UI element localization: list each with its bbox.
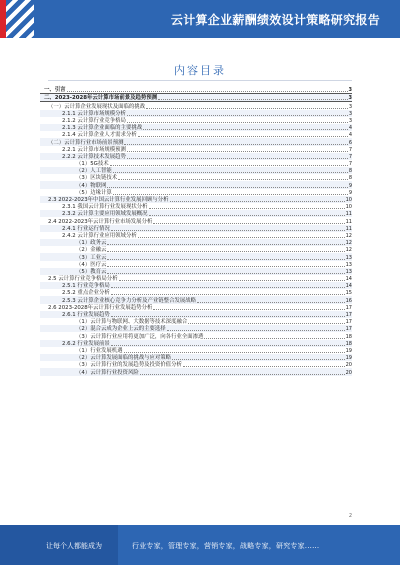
toc-entry-page: 12 (345, 247, 352, 254)
toc-entry[interactable] (40, 282, 352, 289)
toc-leader-dots (138, 136, 348, 137)
toc-entry[interactable] (40, 181, 352, 188)
toc-leader-dots (167, 330, 345, 331)
toc-entry-label: 2.6 2023-2028年云计算行业发展趋势分析 (48, 304, 153, 311)
toc-divider (48, 80, 352, 81)
toc-entry[interactable] (40, 232, 352, 239)
toc-entry-label: （1）政务云 (76, 240, 107, 247)
toc-leader-dots (158, 99, 347, 100)
toc-entry-page: 3 (348, 117, 352, 124)
toc-leader-dots (188, 323, 344, 324)
toc-entry-page: 3 (348, 103, 352, 110)
toc-entry-label: （2）云计算发展面临的挑战与应对策略 (76, 355, 172, 362)
toc-leader-dots (204, 338, 344, 339)
toc-entry-page: 3 (348, 87, 352, 94)
toc-entry-label: 2.4.2 云计算行业应用领域分析 (62, 232, 137, 239)
report-footer (0, 525, 400, 565)
toc-leader-dots (107, 273, 344, 274)
toc-leader-dots (127, 122, 348, 123)
toc-entry[interactable] (40, 325, 352, 332)
toc-entry-page: 11 (345, 225, 352, 232)
toc-leader-dots (146, 108, 348, 109)
toc-entry[interactable] (40, 289, 352, 296)
toc-entry-label: （4）云计算行业投资风险 (76, 369, 139, 376)
toc-entry-page: 20 (345, 362, 352, 369)
toc-leader-dots (111, 345, 345, 346)
toc-leader-dots (119, 280, 345, 281)
toc-entry[interactable] (40, 246, 352, 253)
toc-leader-dots (107, 187, 347, 188)
toc-entry-label: （1）5G技术 (76, 161, 109, 168)
toc-entry-label: 2.5.2 重点企业分析 (62, 290, 110, 297)
toc-entry-page: 14 (345, 283, 352, 290)
toc-entry-page: 11 (345, 211, 352, 218)
toc-entry[interactable] (40, 210, 352, 217)
toc-entry[interactable] (40, 296, 352, 303)
toc-leader-dots (111, 287, 345, 288)
toc-entry[interactable] (40, 167, 352, 174)
toc-entry-label: 2.3.2 云计算主要应用领域发展概况 (62, 211, 148, 218)
footer-tagline: 行业专家，管理专家，营销专家，战略专家，研究专家...... (132, 542, 320, 550)
toc-leader-dots (153, 309, 344, 310)
toc-leader-dots (124, 352, 345, 353)
toc-entry-page: 8 (348, 175, 352, 182)
toc-entry[interactable] (40, 160, 352, 167)
toc-entry[interactable] (40, 332, 352, 339)
toc-leader-dots (197, 302, 345, 303)
toc-leader-dots (138, 237, 345, 238)
toc-entry-page: 19 (345, 355, 352, 362)
toc-entry-page: 17 (345, 304, 352, 311)
toc-entry-page: 10 (345, 204, 352, 211)
toc-entry-page: 20 (345, 369, 352, 376)
toc-entry-label: （1）云计算与物联网、大数据等技术深度融合 (76, 319, 188, 326)
toc-entry-page: 12 (345, 240, 352, 247)
toc-entry-label: （1）行业发展机遇 (76, 347, 123, 354)
toc-entry[interactable] (40, 311, 352, 318)
footer-slogan: 让每个人都能成为 (46, 542, 102, 550)
toc-entry-label: （2）金融云 (76, 247, 107, 254)
toc-entry[interactable] (40, 131, 352, 138)
toc-leader-dots (172, 359, 345, 360)
toc-leader-dots (149, 215, 345, 216)
toc-entry-page: 18 (345, 340, 352, 347)
toc-entry-page: 15 (345, 290, 352, 297)
toc-entry-page: 17 (345, 312, 352, 318)
toc-entry[interactable] (40, 253, 352, 260)
toc-entry-label: 2.5.1 行业竞争格局 (62, 283, 110, 290)
toc-entry-page: 13 (345, 261, 352, 268)
toc-entry-page: 3 (348, 95, 352, 102)
toc-entry[interactable] (40, 124, 352, 131)
toc-entry-label: 2.1.3 云计算企业面临的主要挑战 (62, 125, 143, 132)
toc-entry-label: 2.5 云计算行业竞争格局分析 (48, 276, 118, 283)
toc-leader-dots (107, 251, 344, 252)
toc-leader-dots (140, 374, 345, 375)
toc-leader-dots (107, 259, 344, 260)
toc-entry-label: （5）边缘计算 (76, 189, 112, 196)
toc-entry[interactable] (40, 368, 352, 375)
toc-entry-page: 17 (345, 319, 352, 326)
toc-entry[interactable] (40, 203, 352, 210)
toc-entry-label: （4）医疗云 (76, 261, 107, 268)
toc-entry-label: 2.6.1 行业发展趋势 (62, 312, 110, 318)
toc-entry[interactable] (40, 304, 352, 311)
toc-entry-label: （3）云计算行业应用将更加广泛，向各行业全面渗透 (76, 333, 204, 340)
toc-entry[interactable] (40, 275, 352, 282)
toc-entry-label: （3）云计算行业的发展趋势及投资价值分析 (76, 362, 182, 369)
toc-entry[interactable] (40, 153, 352, 160)
toc-entry-label: 一、引言 (44, 87, 66, 94)
toc-entry-page: 13 (345, 268, 352, 275)
toc-entry-page: 4 (348, 132, 352, 139)
toc-entry-label: （2）混合云成为企业上云的主要选择 (76, 326, 166, 333)
toc-leader-dots (183, 366, 345, 367)
toc-entry[interactable] (40, 117, 352, 124)
toc-entry-label: （4）物联网 (76, 182, 107, 189)
toc-entry[interactable] (40, 347, 352, 354)
toc-entry-label: 2.2.2 云计算技术发展趋势 (62, 153, 126, 160)
toc-leader-dots (107, 266, 344, 267)
toc-entry-label: 二、2023-2028年云计算市场前景及趋势预测 (44, 95, 158, 102)
table-of-contents (40, 86, 352, 376)
toc-entry-page: 7 (348, 146, 352, 153)
page-number: 2 (348, 513, 352, 519)
toc-leader-dots (153, 223, 344, 224)
toc-entry-page: 6 (348, 139, 352, 146)
toc-entry-label: 2.5.3 云计算企业核心竞争力分析及产业链整合发展战略 (62, 297, 197, 304)
toc-entry-label: （一）云计算企业发展现状及面临的挑战 (48, 103, 146, 110)
toc-entry-label: （二）云计算行业市场前景预测 (48, 139, 124, 146)
toc-entry-label: （2）人工智能 (76, 168, 112, 175)
toc-entry-label: 2.1.2 云计算行业竞争格局 (62, 117, 126, 124)
toc-leader-dots (111, 230, 345, 231)
toc-entry-label: （5）教育云 (76, 268, 107, 275)
toc-entry[interactable] (40, 196, 352, 203)
toc-leader-dots (113, 194, 348, 195)
toc-leader-dots (127, 158, 348, 159)
toc-entry-page: 7 (348, 153, 352, 160)
toc-entry[interactable] (40, 146, 352, 153)
toc-entry-page: 10 (345, 197, 352, 203)
toc-entry-label: 2.1.4 云计算企业人才需求分析 (62, 132, 137, 139)
toc-entry[interactable] (40, 361, 352, 368)
toc-entry-page: 9 (348, 182, 352, 189)
toc-leader-dots (110, 165, 348, 166)
toc-entry[interactable] (40, 318, 352, 325)
toc-entry[interactable] (40, 239, 352, 246)
toc-entry-page: 11 (345, 218, 352, 225)
toc-entry[interactable] (40, 217, 352, 224)
toc-entry-page: 4 (348, 125, 352, 132)
toc-entry-page: 14 (345, 276, 352, 283)
toc-leader-dots (113, 172, 348, 173)
toc-entry-page: 16 (345, 297, 352, 304)
toc-entry[interactable] (40, 189, 352, 196)
toc-entry-page: 12 (345, 232, 352, 239)
toc-leader-dots (111, 294, 345, 295)
toc-entry-label: 2.4 2022-2023年云计算行业市场发展分析 (48, 218, 153, 225)
toc-entry[interactable] (40, 110, 352, 117)
toc-entry-page: 13 (345, 254, 352, 261)
toc-entry[interactable] (40, 225, 352, 232)
toc-entry-page: 19 (345, 347, 352, 354)
toc-entry-page: 7 (348, 161, 352, 168)
toc-entry[interactable] (40, 268, 352, 275)
toc-entry-label: 2.6.2 行业发展前景 (62, 340, 110, 347)
toc-entry-label: 2.3.1 我国云计算行业发展现状分析 (62, 204, 148, 211)
toc-entry[interactable] (40, 261, 352, 268)
toc-leader-dots (111, 316, 345, 317)
toc-leader-dots (170, 201, 345, 202)
toc-entry[interactable] (40, 86, 352, 94)
toc-entry[interactable] (40, 138, 352, 145)
toc-entry-page: 17 (345, 326, 352, 333)
toc-title: 内容目录 (174, 64, 226, 77)
toc-entry-label: 2.1.1 云计算市场规模分析 (62, 110, 126, 117)
toc-entry[interactable] (40, 340, 352, 347)
toc-entry-label: （3）工业云 (76, 254, 107, 261)
toc-entry[interactable] (40, 94, 352, 102)
toc-entry-label: 2.2.1 云计算市场规模预测 (62, 146, 126, 153)
header-red-bar (0, 0, 6, 38)
toc-entry[interactable] (40, 354, 352, 361)
report-title: 云计算企业薪酬绩效设计策略研究报告 (170, 13, 380, 27)
toc-entry[interactable] (40, 174, 352, 181)
toc-entry[interactable] (40, 102, 352, 109)
toc-leader-dots (149, 208, 345, 209)
toc-leader-dots (107, 244, 344, 245)
toc-entry-label: 2.4.1 行业运行情况 (62, 225, 110, 232)
toc-leader-dots (127, 151, 348, 152)
report-header (0, 0, 400, 38)
toc-entry-page: 9 (348, 189, 352, 196)
toc-entry-label: 2.3 2022-2023年中国云计算行业发展回顾与分析 (48, 197, 169, 203)
toc-entry-page: 8 (348, 168, 352, 175)
toc-entry-page: 18 (345, 333, 352, 340)
toc-leader-dots (143, 129, 348, 130)
toc-leader-dots (127, 115, 348, 116)
toc-entry-page: 3 (348, 110, 352, 117)
toc-entry-label: （3）区块链技术 (76, 175, 118, 182)
toc-leader-dots (118, 179, 348, 180)
toc-leader-dots (67, 91, 348, 92)
toc-leader-dots (124, 144, 347, 145)
